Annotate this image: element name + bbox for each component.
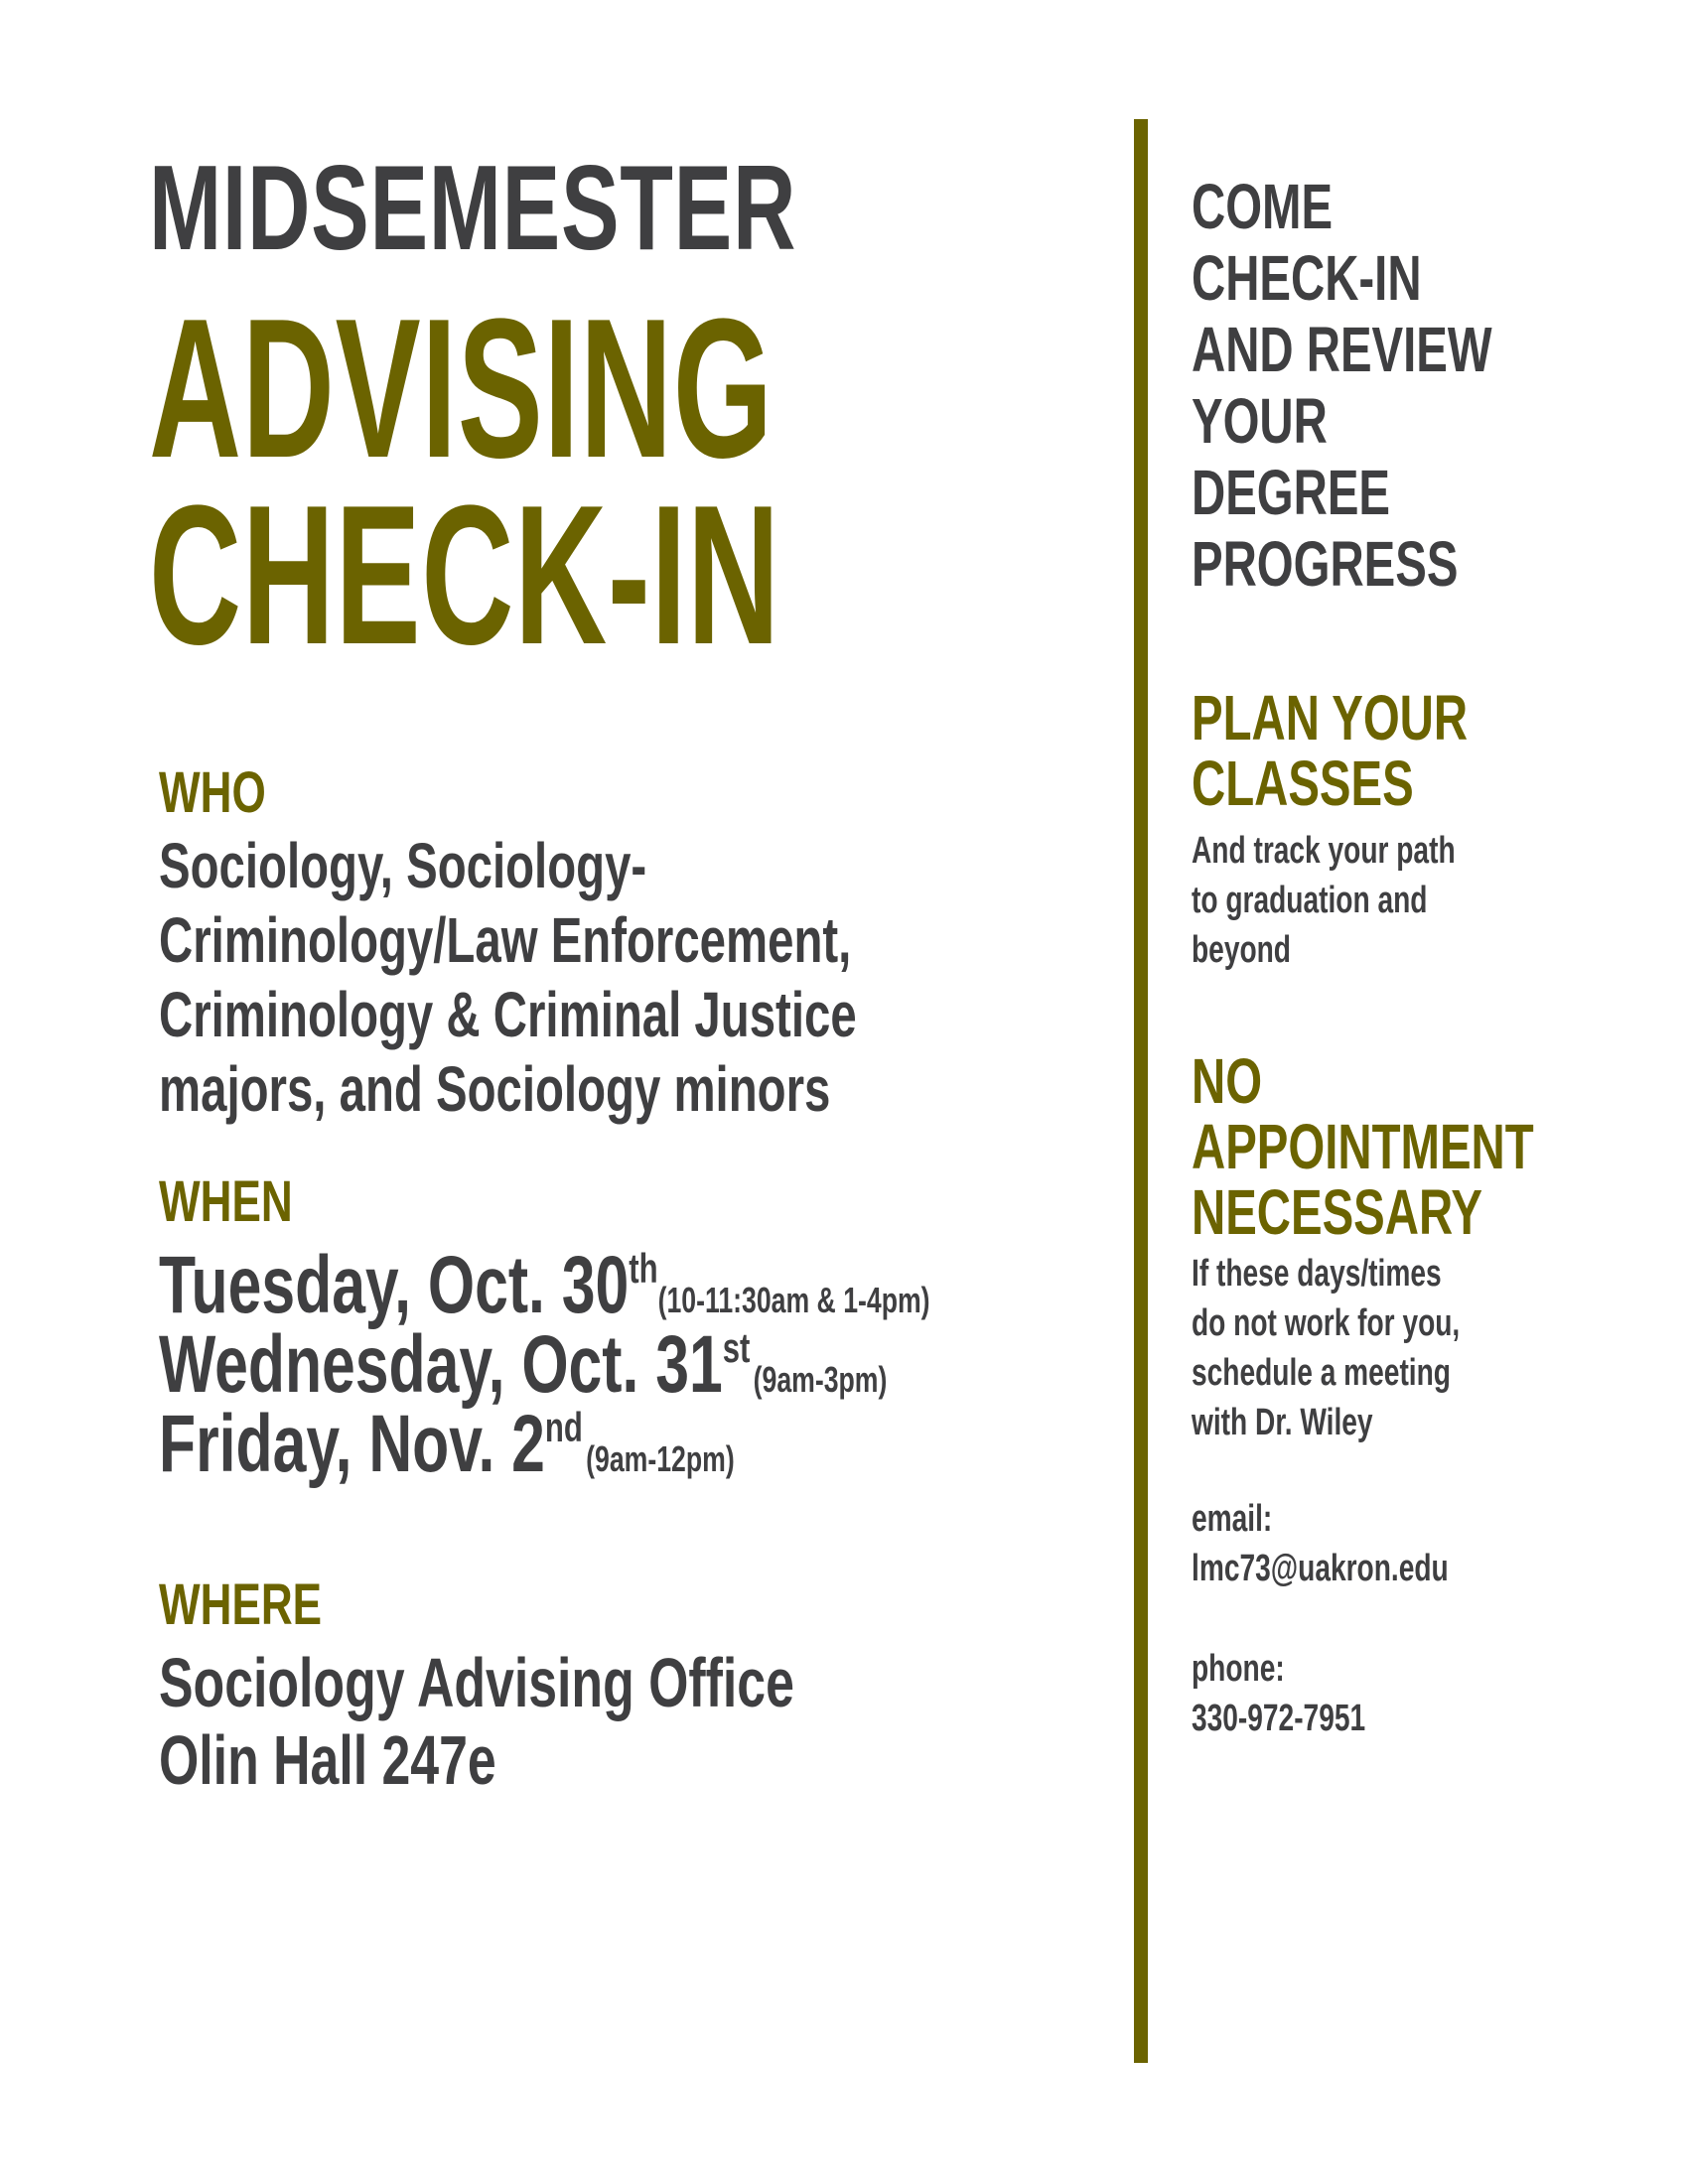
no-appointment-text-line: with Dr. Wiley (1192, 1402, 1373, 1443)
plan-text (1192, 826, 1548, 975)
no-appointment-heading-line: APPOINTMENT (1192, 1111, 1534, 1182)
no-appointment-heading-line: NECESSARY (1192, 1176, 1482, 1248)
where-line: Olin Hall 247e (159, 1721, 496, 1799)
date-line (159, 1319, 888, 1410)
phone-number[interactable]: 330-972-7951 (1192, 1698, 1366, 1739)
date-day: Tuesday, Oct. 30 (159, 1240, 630, 1330)
where-label: WHERE (159, 1572, 323, 1637)
no-appointment-heading (1192, 1045, 1654, 1248)
who-line: Sociology, Sociology- (159, 830, 647, 901)
cta-line: PROGRESS (1192, 528, 1459, 600)
cta-heading (1192, 171, 1598, 600)
no-appointment-text-line: schedule a meeting (1192, 1352, 1451, 1394)
date-time: (10-11:30am & 1-4pm) (657, 1280, 930, 1320)
cta-line: YOUR (1192, 385, 1328, 457)
cta-line: COME (1192, 171, 1334, 242)
when-label: WHEN (159, 1169, 293, 1234)
plan-text-line: to graduation and (1192, 880, 1428, 921)
who-description (159, 830, 1102, 1132)
date-suffix: th (629, 1245, 658, 1292)
date-time: (9am-3pm) (753, 1359, 888, 1400)
phone-label: phone: (1192, 1648, 1285, 1690)
no-appointment-text (1192, 1249, 1554, 1447)
cta-line: AND REVIEW (1192, 314, 1492, 385)
where-line: Sociology Advising Office (159, 1644, 794, 1721)
date-line (159, 1399, 735, 1489)
cta-line: CHECK-IN (1192, 242, 1422, 314)
who-line: Criminology & Criminal Justice (159, 979, 857, 1050)
phone-contact (1192, 1644, 1427, 1743)
who-line: majors, and Sociology minors (159, 1053, 831, 1125)
cta-line: DEGREE (1192, 457, 1391, 528)
plan-text-line: And track your path (1192, 830, 1456, 872)
who-line: Criminology/Law Enforcement, (159, 904, 852, 976)
date-day: Wednesday, Oct. 31 (159, 1319, 723, 1410)
date-suffix: nd (544, 1404, 583, 1450)
plan-heading-line: PLAN YOUR (1192, 682, 1469, 753)
email-contact (1192, 1494, 1539, 1593)
email-label: email: (1192, 1498, 1273, 1540)
who-label: WHO (159, 760, 266, 825)
plan-heading (1192, 682, 1565, 819)
email-address[interactable]: lmc73@uakron.edu (1192, 1548, 1449, 1589)
no-appointment-text-line: do not work for you, (1192, 1302, 1461, 1344)
date-time: (9am-12pm) (586, 1438, 735, 1479)
title-line-2: ADVISING (149, 278, 774, 499)
date-suffix: st (722, 1324, 751, 1371)
no-appointment-text-line: If these days/times (1192, 1253, 1442, 1295)
plan-heading-line: CLASSES (1192, 748, 1414, 819)
title-line-1: MIDSEMESTER (149, 140, 797, 275)
where-description (159, 1644, 1018, 1803)
plan-text-line: beyond (1192, 929, 1291, 971)
date-line (159, 1240, 930, 1330)
title-line-3: CHECK-IN (149, 465, 780, 686)
date-day: Friday, Nov. 2 (159, 1399, 545, 1489)
no-appointment-heading-line: NO (1192, 1045, 1263, 1117)
vertical-divider (1134, 119, 1148, 2063)
